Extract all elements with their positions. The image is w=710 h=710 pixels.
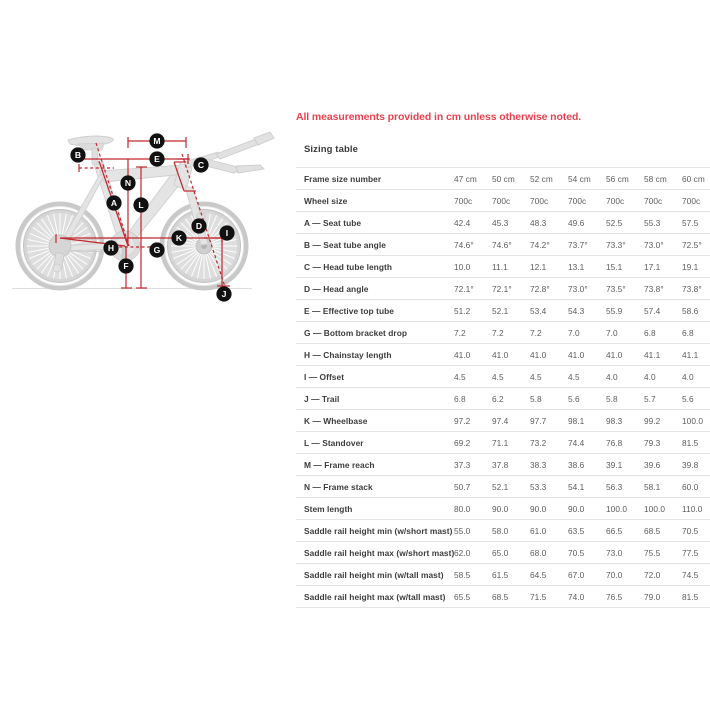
row-value: 52.1: [492, 481, 509, 492]
svg-text:E: E: [154, 154, 160, 165]
row-value: 700c: [606, 195, 625, 206]
callout-M: [149, 133, 164, 148]
row-value: 68.5: [492, 591, 509, 602]
row-value: 72.8°: [530, 283, 550, 294]
callout-A: [106, 195, 121, 210]
row-value: 4.5: [492, 371, 504, 382]
svg-text:N: N: [124, 178, 132, 189]
row-value: 41.0: [606, 349, 623, 360]
row-label: J — Trail: [304, 393, 340, 404]
row-value: 66.5: [606, 525, 623, 536]
callout-D: [191, 218, 206, 233]
row-value: 70.0: [606, 569, 623, 580]
table-row: [296, 300, 710, 322]
row-value: 69.2: [454, 437, 471, 448]
row-value: 5.6: [682, 393, 694, 404]
row-value: 55.0: [454, 525, 471, 536]
callout-K: [171, 230, 186, 245]
row-value: 37.3: [454, 459, 471, 470]
row-value: 54.3: [568, 305, 585, 316]
row-value: 65.5: [454, 591, 471, 602]
row-value: 73.0: [606, 547, 623, 558]
row-value: 64.5: [530, 569, 547, 580]
row-value: 70.5: [568, 547, 585, 558]
row-value: 73.8°: [682, 283, 702, 294]
row-value: 74.0: [568, 591, 585, 602]
svg-text:L: L: [138, 200, 144, 211]
row-value: 60.0: [682, 481, 699, 492]
row-value: 71.1: [492, 437, 509, 448]
table-row: [296, 410, 710, 432]
row-value: 70.5: [682, 525, 699, 536]
row-value: 52.5: [606, 217, 623, 228]
row-value: 72.1°: [492, 283, 512, 294]
row-value: 41.1: [644, 349, 661, 360]
row-value: 73.2: [530, 437, 547, 448]
table-row: [296, 234, 710, 256]
table-row: [296, 256, 710, 278]
row-value: 72.5°: [682, 239, 702, 250]
row-value: 74.4: [568, 437, 585, 448]
row-value: 48.3: [530, 217, 547, 228]
row-value: 68.5: [644, 525, 661, 536]
row-value: 81.5: [682, 437, 699, 448]
row-value: 39.6: [644, 459, 661, 470]
callout-E: [149, 151, 164, 166]
row-value: 74.6°: [454, 239, 474, 250]
row-value: 80.0: [454, 503, 471, 514]
svg-text:D: D: [195, 221, 203, 232]
svg-text:G: G: [153, 245, 161, 256]
row-value: 65.0: [492, 547, 509, 558]
row-value: 49.6: [568, 217, 585, 228]
table-row: [296, 564, 710, 586]
row-value: 55.9: [606, 305, 623, 316]
row-value: 42.4: [454, 217, 471, 228]
row-value: 73.7°: [568, 239, 588, 250]
table-row: [296, 322, 710, 344]
row-value: 97.7: [530, 415, 547, 426]
table-row: [296, 168, 710, 190]
row-value: 53.3: [530, 481, 547, 492]
row-value: 67.0: [568, 569, 585, 580]
table-row: [296, 542, 710, 564]
row-value: 55.3: [644, 217, 661, 228]
row-value: 58 cm: [644, 173, 667, 184]
row-value: 52 cm: [530, 173, 553, 184]
row-value: 38.6: [568, 459, 585, 470]
row-value: 700c: [644, 195, 663, 206]
row-value: 41.0: [454, 349, 471, 360]
row-value: 72.0: [644, 569, 661, 580]
row-value: 100.0: [682, 415, 704, 426]
row-value: 41.0: [530, 349, 547, 360]
row-value: 73.5°: [606, 283, 626, 294]
row-label: Frame size number: [304, 173, 382, 184]
row-value: 63.5: [568, 525, 585, 536]
svg-text:J: J: [221, 289, 227, 300]
callout-F: [118, 258, 133, 273]
row-value: 39.8: [682, 459, 699, 470]
table-row: [296, 212, 710, 234]
row-value: 700c: [454, 195, 473, 206]
row-value: 6.8: [454, 393, 466, 404]
row-value: 7.0: [606, 327, 618, 338]
svg-text:A: A: [110, 198, 118, 209]
svg-text:H: H: [107, 243, 115, 254]
row-value: 5.8: [606, 393, 618, 404]
row-value: 90.0: [568, 503, 585, 514]
table-row: [296, 586, 710, 608]
row-value: 41.0: [568, 349, 585, 360]
row-value: 61.0: [530, 525, 547, 536]
row-value: 39.1: [606, 459, 623, 470]
row-value: 700c: [530, 195, 549, 206]
row-value: 5.6: [568, 393, 580, 404]
row-value: 90.0: [530, 503, 547, 514]
row-value: 71.5: [530, 591, 547, 602]
row-value: 98.1: [568, 415, 585, 426]
row-label: M — Frame reach: [304, 459, 375, 470]
row-value: 97.2: [454, 415, 471, 426]
row-value: 6.8: [682, 327, 694, 338]
row-value: 4.0: [682, 371, 694, 382]
row-value: 75.5: [644, 547, 661, 558]
row-value: 68.0: [530, 547, 547, 558]
row-value: 98.3: [606, 415, 623, 426]
row-label: E — Effective top tube: [304, 305, 394, 316]
row-value: 19.1: [682, 261, 699, 272]
row-value: 73.8°: [644, 283, 664, 294]
table-row: [296, 476, 710, 498]
row-value: 74.5: [682, 569, 699, 580]
row-value: 74.6°: [492, 239, 512, 250]
row-value: 99.2: [644, 415, 661, 426]
callout-G: [149, 242, 164, 257]
table-row: [296, 454, 710, 476]
table-row: [296, 388, 710, 410]
row-value: 56 cm: [606, 173, 629, 184]
row-value: 4.0: [606, 371, 618, 382]
row-label: A — Seat tube: [304, 217, 362, 228]
svg-text:B: B: [74, 150, 82, 161]
row-value: 73.3°: [606, 239, 626, 250]
row-value: 61.5: [492, 569, 509, 580]
bike-geometry-diagram: [8, 118, 283, 310]
row-label: C — Head tube length: [304, 261, 393, 272]
callout-I: [219, 225, 234, 240]
row-value: 7.2: [492, 327, 504, 338]
row-value: 45.3: [492, 217, 509, 228]
row-value: 73.0°: [644, 239, 664, 250]
row-label: G — Bottom bracket drop: [304, 327, 408, 338]
svg-text:C: C: [197, 160, 205, 171]
table-row: [296, 190, 710, 212]
row-value: 38.3: [530, 459, 547, 470]
row-value: 56.3: [606, 481, 623, 492]
row-value: 4.5: [568, 371, 580, 382]
row-value: 4.0: [644, 371, 656, 382]
row-value: 17.1: [644, 261, 661, 272]
row-value: 4.5: [454, 371, 466, 382]
row-value: 10.0: [454, 261, 471, 272]
row-value: 72.1°: [454, 283, 474, 294]
sizing-table-title: Sizing table: [304, 144, 358, 155]
row-value: 54 cm: [568, 173, 591, 184]
row-label: Saddle rail height min (w/tall mast): [304, 569, 444, 580]
callout-H: [103, 240, 118, 255]
row-value: 50 cm: [492, 173, 515, 184]
row-value: 52.1: [492, 305, 509, 316]
row-value: 700c: [568, 195, 587, 206]
row-label: I — Offset: [304, 371, 345, 382]
measurement-notice: All measurements provided in cm unless otherwise noted.: [296, 111, 582, 123]
row-value: 37.8: [492, 459, 509, 470]
row-value: 41.1: [682, 349, 699, 360]
row-value: 74.2°: [530, 239, 550, 250]
callout-C: [193, 157, 208, 172]
svg-text:K: K: [175, 233, 183, 244]
row-value: 6.2: [492, 393, 504, 404]
row-value: 58.0: [492, 525, 509, 536]
table-row: [296, 278, 710, 300]
row-value: 41.0: [492, 349, 509, 360]
row-value: 57.4: [644, 305, 661, 316]
row-label: L — Standover: [304, 437, 364, 448]
sizing-panel: [296, 110, 710, 608]
row-value: 110.0: [682, 503, 703, 514]
row-value: 5.8: [530, 393, 542, 404]
row-value: 81.5: [682, 591, 699, 602]
bike-geometry-svg: [8, 118, 283, 310]
row-value: 79.3: [644, 437, 661, 448]
callout-N: [120, 175, 135, 190]
row-value: 4.5: [530, 371, 542, 382]
row-label: K — Wheelbase: [304, 415, 368, 426]
row-value: 62.0: [454, 547, 471, 558]
row-value: 54.1: [568, 481, 585, 492]
row-label: Saddle rail height min (w/short mast): [304, 525, 453, 536]
row-value: 53.4: [530, 305, 547, 316]
sizing-table-body: [296, 168, 710, 608]
table-row: [296, 432, 710, 454]
row-value: 58.5: [454, 569, 471, 580]
row-value: 97.4: [492, 415, 509, 426]
row-label: N — Frame stack: [304, 481, 373, 492]
row-value: 90.0: [492, 503, 509, 514]
row-value: 5.7: [644, 393, 656, 404]
row-label: Wheel size: [304, 195, 348, 206]
row-value: 13.1: [568, 261, 585, 272]
table-row: [296, 344, 710, 366]
row-label: D — Head angle: [304, 283, 369, 294]
row-value: 100.0: [644, 503, 666, 514]
row-value: 58.6: [682, 305, 699, 316]
row-value: 76.8: [606, 437, 623, 448]
row-value: 100.0: [606, 503, 628, 514]
svg-text:F: F: [123, 261, 129, 272]
row-value: 77.5: [682, 547, 699, 558]
row-value: 7.2: [530, 327, 542, 338]
row-value: 50.7: [454, 481, 471, 492]
table-row: [296, 520, 710, 542]
row-value: 7.0: [568, 327, 580, 338]
callout-L: [133, 197, 148, 212]
row-label: B — Seat tube angle: [304, 239, 386, 250]
row-value: 47 cm: [454, 173, 477, 184]
table-row: [296, 366, 710, 388]
callout-J: [216, 286, 231, 301]
row-label: H — Chainstay length: [304, 349, 392, 360]
row-value: 11.1: [492, 261, 508, 272]
row-value: 58.1: [644, 481, 661, 492]
sizing-table: [296, 167, 710, 608]
svg-text:I: I: [225, 228, 229, 239]
row-label: Saddle rail height max (w/tall mast): [304, 591, 446, 602]
row-value: 12.1: [530, 261, 547, 272]
row-value: 73.0°: [568, 283, 588, 294]
row-value: 6.8: [644, 327, 656, 338]
row-value: 15.1: [606, 261, 623, 272]
row-value: 79.0: [644, 591, 661, 602]
row-value: 51.2: [454, 305, 471, 316]
row-value: 700c: [492, 195, 511, 206]
callout-B: [70, 147, 85, 162]
row-value: 76.5: [606, 591, 623, 602]
row-label: Saddle rail height max (w/short mast): [304, 547, 455, 558]
row-value: 700c: [682, 195, 701, 206]
row-value: 57.5: [682, 217, 699, 228]
svg-text:M: M: [153, 136, 161, 147]
row-value: 7.2: [454, 327, 466, 338]
row-value: 60 cm: [682, 173, 705, 184]
row-label: Stem length: [304, 503, 353, 514]
table-row: [296, 498, 710, 520]
